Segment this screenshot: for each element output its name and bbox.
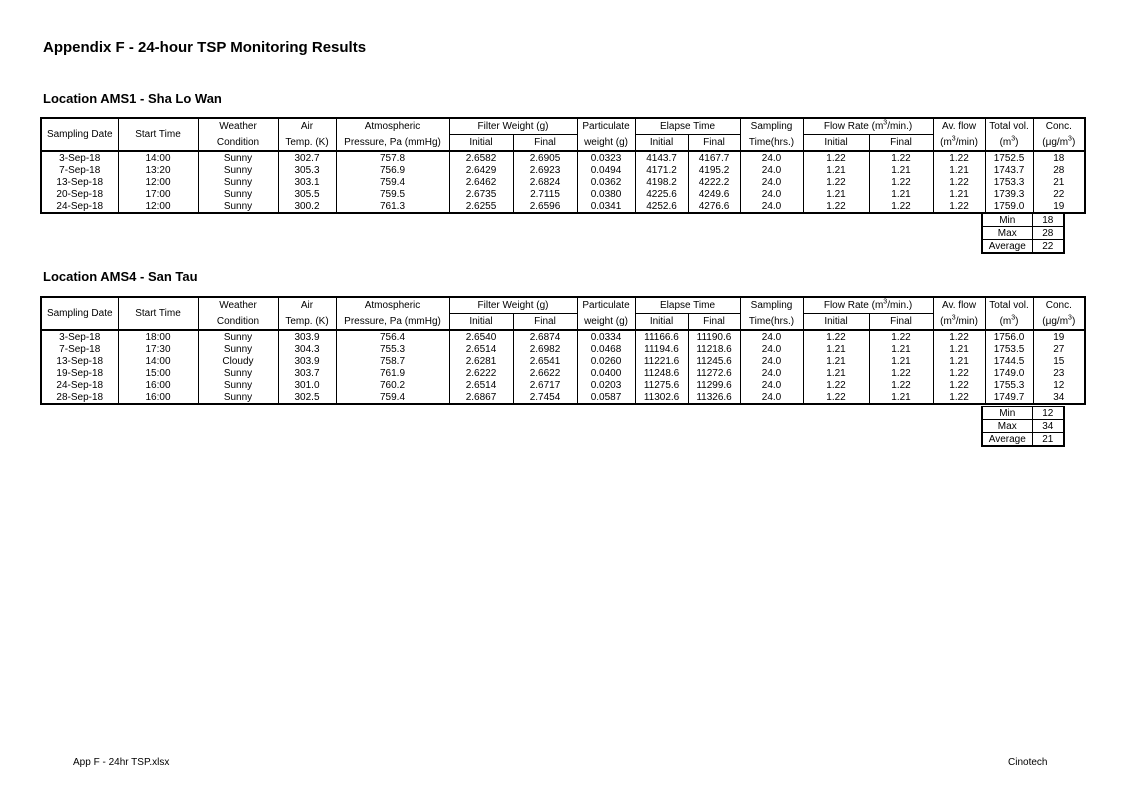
table-cell: 19 — [1033, 330, 1085, 343]
header-elapse-time: Elapse Time — [635, 118, 740, 135]
header-total-vol-unit-text-sup: 3 — [1011, 135, 1016, 143]
table-cell: 302.7 — [278, 151, 336, 164]
stats-row — [982, 227, 1064, 240]
table-cell: 2.6281 — [449, 355, 513, 367]
table-cell: 7-Sep-18 — [41, 164, 118, 176]
table-cell: 24-Sep-18 — [41, 200, 118, 213]
table-cell: 303.1 — [278, 176, 336, 188]
table-cell: 2.6874 — [513, 330, 577, 343]
header-conc-unit-text-pre: (μg/m — [1042, 315, 1069, 327]
header-elapse-final: Final — [688, 314, 740, 331]
table-cell: 4276.6 — [688, 200, 740, 213]
table-cell: Sunny — [198, 200, 278, 213]
header-filter-initial: Initial — [449, 135, 513, 152]
header-conc-unit — [1033, 314, 1085, 331]
table-cell: 13-Sep-18 — [41, 176, 118, 188]
header-particulate: Particulate — [577, 297, 635, 314]
table-cell: 20-Sep-18 — [41, 188, 118, 200]
table-cell: Sunny — [198, 188, 278, 200]
table-cell: 759.4 — [336, 391, 449, 404]
table-cell: 4225.6 — [635, 188, 688, 200]
table-cell: 2.6462 — [449, 176, 513, 188]
table-cell: 1.21 — [803, 355, 869, 367]
table-cell: 302.5 — [278, 391, 336, 404]
header-flow-initial: Initial — [803, 314, 869, 331]
table-cell: 11194.6 — [635, 343, 688, 355]
stats-label: Average — [982, 433, 1032, 447]
header-flow-rate-text-post: /min.) — [887, 300, 913, 311]
table-cell: 2.6982 — [513, 343, 577, 355]
header-conc-unit-text-pre: (μg/m — [1042, 136, 1069, 148]
header-conc: Conc. — [1033, 118, 1085, 135]
header-flow-rate — [803, 118, 933, 135]
table-cell: 2.6867 — [449, 391, 513, 404]
header-flow-rate-text-pre: Flow Rate (m — [823, 121, 884, 132]
header-av-flow-unit-text-pre: (m — [940, 315, 952, 327]
table-cell: 303.7 — [278, 367, 336, 379]
table-cell: 2.6540 — [449, 330, 513, 343]
header-av-flow-unit-text-post: /min) — [955, 315, 978, 327]
header-temp: Temp. (K) — [278, 314, 336, 331]
header-filter-final: Final — [513, 135, 577, 152]
table-cell: 1752.5 — [985, 151, 1033, 164]
table-cell: 16:00 — [118, 391, 198, 404]
stats-label: Average — [982, 240, 1032, 254]
table-cell: 2.6622 — [513, 367, 577, 379]
table-cell: 758.7 — [336, 355, 449, 367]
header-air: Air — [278, 118, 336, 135]
header-conc-unit-text-sup: 3 — [1068, 135, 1072, 143]
table-cell: 0.0587 — [577, 391, 635, 404]
header-total-vol-unit-text-sup: 3 — [1011, 314, 1016, 322]
table-cell: 2.6905 — [513, 151, 577, 164]
header-flow-final: Final — [869, 135, 933, 152]
table-cell: 18:00 — [118, 330, 198, 343]
table-cell: 24-Sep-18 — [41, 379, 118, 391]
stats-row — [982, 214, 1064, 227]
header-av-flow-unit-text-post: /min) — [955, 136, 978, 148]
table-cell: 24.0 — [740, 367, 803, 379]
stats-label: Min — [982, 214, 1032, 227]
stats-table-ams4 — [981, 406, 1065, 447]
table-cell: 759.5 — [336, 188, 449, 200]
table-cell: 1.22 — [933, 367, 985, 379]
table-cell: 2.6514 — [449, 343, 513, 355]
stats-row — [982, 240, 1064, 254]
table-cell: 11245.6 — [688, 355, 740, 367]
table-cell: 0.0362 — [577, 176, 635, 188]
table-cell: 21 — [1033, 176, 1085, 188]
header-total-vol: Total vol. — [985, 118, 1033, 135]
header-row-2 — [41, 314, 1085, 331]
header-condition: Condition — [198, 135, 278, 152]
table-cell: Sunny — [198, 343, 278, 355]
table-row — [41, 164, 1085, 176]
table-cell: 1.21 — [869, 355, 933, 367]
table-cell: 1.21 — [933, 355, 985, 367]
stats-label: Max — [982, 227, 1032, 240]
table-cell: 2.6582 — [449, 151, 513, 164]
table-cell: 4195.2 — [688, 164, 740, 176]
table-cell: 1.22 — [803, 151, 869, 164]
table-cell: 1.21 — [803, 367, 869, 379]
table-row — [41, 355, 1085, 367]
header-sampling: Sampling — [740, 297, 803, 314]
table-cell: 11248.6 — [635, 367, 688, 379]
table-cell: 24.0 — [740, 343, 803, 355]
table-cell: 34 — [1033, 391, 1085, 404]
table-row — [41, 188, 1085, 200]
table-cell: 2.6735 — [449, 188, 513, 200]
table-cell: 4249.6 — [688, 188, 740, 200]
table-cell: 11190.6 — [688, 330, 740, 343]
table-cell: Sunny — [198, 379, 278, 391]
table-cell: 755.3 — [336, 343, 449, 355]
table-cell: 1.22 — [933, 200, 985, 213]
table-cell: 0.0468 — [577, 343, 635, 355]
footer-company: Cinotech — [1008, 757, 1048, 768]
table-cell: 1756.0 — [985, 330, 1033, 343]
header-flow-rate-text-pre: Flow Rate (m — [823, 300, 884, 311]
stats-label: Min — [982, 407, 1032, 420]
header-av-flow: Av. flow — [933, 297, 985, 314]
table-cell: 303.9 — [278, 330, 336, 343]
table-cell: 1.22 — [933, 176, 985, 188]
header-av-flow: Av. flow — [933, 118, 985, 135]
header-total-vol-unit-text-post: ) — [1015, 136, 1019, 148]
header-total-vol-unit-text-pre: (m — [999, 315, 1012, 327]
header-pressure: Pressure, Pa (mmHg) — [336, 314, 449, 331]
table-cell: 11302.6 — [635, 391, 688, 404]
stats-row — [982, 433, 1064, 447]
table-cell: 1.21 — [803, 188, 869, 200]
table-cell: 14:00 — [118, 151, 198, 164]
table-cell: 1739.3 — [985, 188, 1033, 200]
table-cell: 1.22 — [933, 151, 985, 164]
header-row-2 — [41, 135, 1085, 152]
header-filter-final: Final — [513, 314, 577, 331]
header-atmospheric: Atmospheric — [336, 297, 449, 314]
table-cell: 7-Sep-18 — [41, 343, 118, 355]
table-cell: 24.0 — [740, 176, 803, 188]
header-conc-unit-text-post: ) — [1071, 136, 1076, 148]
header-total-vol-unit-text-post: ) — [1015, 315, 1019, 327]
table-cell: 18 — [1033, 151, 1085, 164]
table-cell: 24.0 — [740, 391, 803, 404]
table-cell: 1753.5 — [985, 343, 1033, 355]
table-cell: 17:00 — [118, 188, 198, 200]
table-cell: 1.22 — [869, 176, 933, 188]
header-air: Air — [278, 297, 336, 314]
table-cell: Sunny — [198, 164, 278, 176]
table-cell: 11221.6 — [635, 355, 688, 367]
table-cell: 1.21 — [869, 188, 933, 200]
table-cell: 24.0 — [740, 151, 803, 164]
table-cell: 1759.0 — [985, 200, 1033, 213]
results-table-ams1 — [40, 117, 1086, 214]
stats-value: 34 — [1032, 420, 1064, 433]
page-title: Appendix F - 24-hour TSP Monitoring Results — [43, 39, 367, 56]
header-elapse-initial: Initial — [635, 135, 688, 152]
table-row — [41, 367, 1085, 379]
header-pressure: Pressure, Pa (mmHg) — [336, 135, 449, 152]
header-flow-rate-text-post: /min.) — [887, 121, 913, 132]
header-sampling-date: Sampling Date — [41, 118, 118, 151]
table-cell: 2.6824 — [513, 176, 577, 188]
table-cell: 1.21 — [803, 343, 869, 355]
stats-value: 18 — [1032, 214, 1064, 227]
table-cell: 1.22 — [869, 367, 933, 379]
table-cell: 2.6429 — [449, 164, 513, 176]
table-cell: 4222.2 — [688, 176, 740, 188]
table-cell: 756.4 — [336, 330, 449, 343]
table-row — [41, 330, 1085, 343]
header-flow-rate-text-sup: 3 — [883, 298, 888, 306]
table-cell: 1.21 — [933, 164, 985, 176]
table-cell: 17:30 — [118, 343, 198, 355]
table-cell: 14:00 — [118, 355, 198, 367]
table-cell: 11275.6 — [635, 379, 688, 391]
header-av-flow-unit — [933, 314, 985, 331]
table-cell: 1.21 — [869, 391, 933, 404]
table-cell: 1.22 — [869, 330, 933, 343]
table-cell: 1.22 — [803, 391, 869, 404]
header-total-vol-unit — [985, 314, 1033, 331]
table-cell: 12 — [1033, 379, 1085, 391]
header-start-time: Start Time — [118, 297, 198, 330]
location-title-ams1: Location AMS1 - Sha Lo Wan — [43, 91, 222, 106]
table-cell: 28 — [1033, 164, 1085, 176]
table-cell: 24.0 — [740, 200, 803, 213]
table-cell: 3-Sep-18 — [41, 330, 118, 343]
table-cell: 0.0323 — [577, 151, 635, 164]
table-cell: 24.0 — [740, 188, 803, 200]
header-time-hrs: Time(hrs.) — [740, 135, 803, 152]
table-cell: 23 — [1033, 367, 1085, 379]
table-cell: 11272.6 — [688, 367, 740, 379]
table-cell: 2.6717 — [513, 379, 577, 391]
table-cell: 1749.0 — [985, 367, 1033, 379]
table-cell: 303.9 — [278, 355, 336, 367]
table-cell: 1.21 — [869, 343, 933, 355]
table-cell: 300.2 — [278, 200, 336, 213]
header-temp: Temp. (K) — [278, 135, 336, 152]
header-conc-unit-text-sup: 3 — [1068, 314, 1072, 322]
stats-value: 22 — [1032, 240, 1064, 254]
header-flow-final: Final — [869, 314, 933, 331]
table-cell: 28-Sep-18 — [41, 391, 118, 404]
table-cell: 0.0380 — [577, 188, 635, 200]
header-weight: weight (g) — [577, 135, 635, 152]
table-cell: Sunny — [198, 391, 278, 404]
table-cell: 2.6514 — [449, 379, 513, 391]
table-cell: 301.0 — [278, 379, 336, 391]
header-weight: weight (g) — [577, 314, 635, 331]
stats-row — [982, 420, 1064, 433]
table-cell: 4143.7 — [635, 151, 688, 164]
table-cell: 1.22 — [869, 379, 933, 391]
table-cell: 4198.2 — [635, 176, 688, 188]
table-cell: 12:00 — [118, 176, 198, 188]
table-row — [41, 379, 1085, 391]
table-row — [41, 200, 1085, 213]
table-cell: 2.7115 — [513, 188, 577, 200]
header-start-time: Start Time — [118, 118, 198, 151]
table-cell: 13:20 — [118, 164, 198, 176]
table-cell: 761.9 — [336, 367, 449, 379]
table-cell: 11299.6 — [688, 379, 740, 391]
table-cell: 27 — [1033, 343, 1085, 355]
table-cell: 24.0 — [740, 164, 803, 176]
table-cell: 760.2 — [336, 379, 449, 391]
table-cell: 2.6596 — [513, 200, 577, 213]
stats-value: 12 — [1032, 407, 1064, 420]
header-row-1 — [41, 118, 1085, 135]
table-cell: 1.22 — [869, 151, 933, 164]
stats-table-ams1 — [981, 213, 1065, 254]
table-cell: 12:00 — [118, 200, 198, 213]
table-cell: 0.0334 — [577, 330, 635, 343]
stats-value: 28 — [1032, 227, 1064, 240]
stats-row — [982, 407, 1064, 420]
table-cell: 22 — [1033, 188, 1085, 200]
stats-label: Max — [982, 420, 1032, 433]
table-cell: 761.3 — [336, 200, 449, 213]
table-cell: 2.6255 — [449, 200, 513, 213]
header-total-vol: Total vol. — [985, 297, 1033, 314]
header-filter-initial: Initial — [449, 314, 513, 331]
table-cell: 1743.7 — [985, 164, 1033, 176]
header-flow-rate — [803, 297, 933, 314]
results-table-ams4 — [40, 296, 1086, 405]
table-cell: 1749.7 — [985, 391, 1033, 404]
header-time-hrs: Time(hrs.) — [740, 314, 803, 331]
table-cell: 1.21 — [933, 188, 985, 200]
table-cell: 756.9 — [336, 164, 449, 176]
header-atmospheric: Atmospheric — [336, 118, 449, 135]
header-elapse-initial: Initial — [635, 314, 688, 331]
stats-value: 21 — [1032, 433, 1064, 447]
table-cell: 11166.6 — [635, 330, 688, 343]
table-cell: 2.6923 — [513, 164, 577, 176]
header-flow-initial: Initial — [803, 135, 869, 152]
table-cell: 1.22 — [869, 200, 933, 213]
header-filter-weight: Filter Weight (g) — [449, 297, 577, 314]
table-cell: 304.3 — [278, 343, 336, 355]
header-conc-unit — [1033, 135, 1085, 152]
header-sampling-date: Sampling Date — [41, 297, 118, 330]
table-cell: 11218.6 — [688, 343, 740, 355]
table-cell: 757.8 — [336, 151, 449, 164]
table-cell: Sunny — [198, 176, 278, 188]
table-cell: 19 — [1033, 200, 1085, 213]
table-cell: 1.22 — [933, 330, 985, 343]
table-cell: 2.6541 — [513, 355, 577, 367]
table-cell: 0.0260 — [577, 355, 635, 367]
table-cell: 2.6222 — [449, 367, 513, 379]
table-cell: 0.0203 — [577, 379, 635, 391]
table-cell: 4167.7 — [688, 151, 740, 164]
table-cell: 1.22 — [803, 200, 869, 213]
table-cell: 0.0400 — [577, 367, 635, 379]
table-cell: 1.22 — [933, 391, 985, 404]
table-cell: 1.22 — [803, 379, 869, 391]
header-av-flow-unit-text-sup: 3 — [951, 135, 956, 143]
table-cell: 15 — [1033, 355, 1085, 367]
header-weather: Weather — [198, 118, 278, 135]
table-cell: 19-Sep-18 — [41, 367, 118, 379]
table-row — [41, 391, 1085, 404]
table-cell: 1.21 — [869, 164, 933, 176]
header-conc: Conc. — [1033, 297, 1085, 314]
table-cell: 1.22 — [803, 176, 869, 188]
table-cell: 24.0 — [740, 355, 803, 367]
table-cell: 11326.6 — [688, 391, 740, 404]
header-weather: Weather — [198, 297, 278, 314]
table-row — [41, 343, 1085, 355]
table-cell: Sunny — [198, 367, 278, 379]
header-total-vol-unit — [985, 135, 1033, 152]
table-cell: 24.0 — [740, 330, 803, 343]
table-cell: 0.0494 — [577, 164, 635, 176]
table-cell: 1.22 — [803, 330, 869, 343]
table-cell: 24.0 — [740, 379, 803, 391]
header-conc-unit-text-post: ) — [1071, 315, 1076, 327]
table-cell: 305.5 — [278, 188, 336, 200]
table-row — [41, 176, 1085, 188]
header-av-flow-unit — [933, 135, 985, 152]
table-cell: 305.3 — [278, 164, 336, 176]
table-cell: 759.4 — [336, 176, 449, 188]
header-av-flow-unit-text-pre: (m — [940, 136, 952, 148]
location-title-ams4: Location AMS4 - San Tau — [43, 269, 198, 284]
table-cell: 1.22 — [933, 379, 985, 391]
header-total-vol-unit-text-pre: (m — [999, 136, 1012, 148]
table-cell: 15:00 — [118, 367, 198, 379]
header-particulate: Particulate — [577, 118, 635, 135]
header-filter-weight: Filter Weight (g) — [449, 118, 577, 135]
table-cell: Cloudy — [198, 355, 278, 367]
table-cell: 13-Sep-18 — [41, 355, 118, 367]
table-cell: 1755.3 — [985, 379, 1033, 391]
table-cell: 16:00 — [118, 379, 198, 391]
table-cell: 4171.2 — [635, 164, 688, 176]
footer-filename: App F - 24hr TSP.xlsx — [73, 757, 170, 768]
header-flow-rate-text-sup: 3 — [883, 119, 888, 127]
table-cell: 1744.5 — [985, 355, 1033, 367]
header-sampling: Sampling — [740, 118, 803, 135]
table-cell: 1.21 — [803, 164, 869, 176]
header-row-1 — [41, 297, 1085, 314]
table-cell: 0.0341 — [577, 200, 635, 213]
table-cell: 3-Sep-18 — [41, 151, 118, 164]
header-condition: Condition — [198, 314, 278, 331]
table-cell: Sunny — [198, 151, 278, 164]
table-cell: Sunny — [198, 330, 278, 343]
header-elapse-final: Final — [688, 135, 740, 152]
header-elapse-time: Elapse Time — [635, 297, 740, 314]
table-cell: 1753.3 — [985, 176, 1033, 188]
header-av-flow-unit-text-sup: 3 — [951, 314, 956, 322]
table-cell: 2.7454 — [513, 391, 577, 404]
table-cell: 1.21 — [933, 343, 985, 355]
table-row — [41, 151, 1085, 164]
table-cell: 4252.6 — [635, 200, 688, 213]
